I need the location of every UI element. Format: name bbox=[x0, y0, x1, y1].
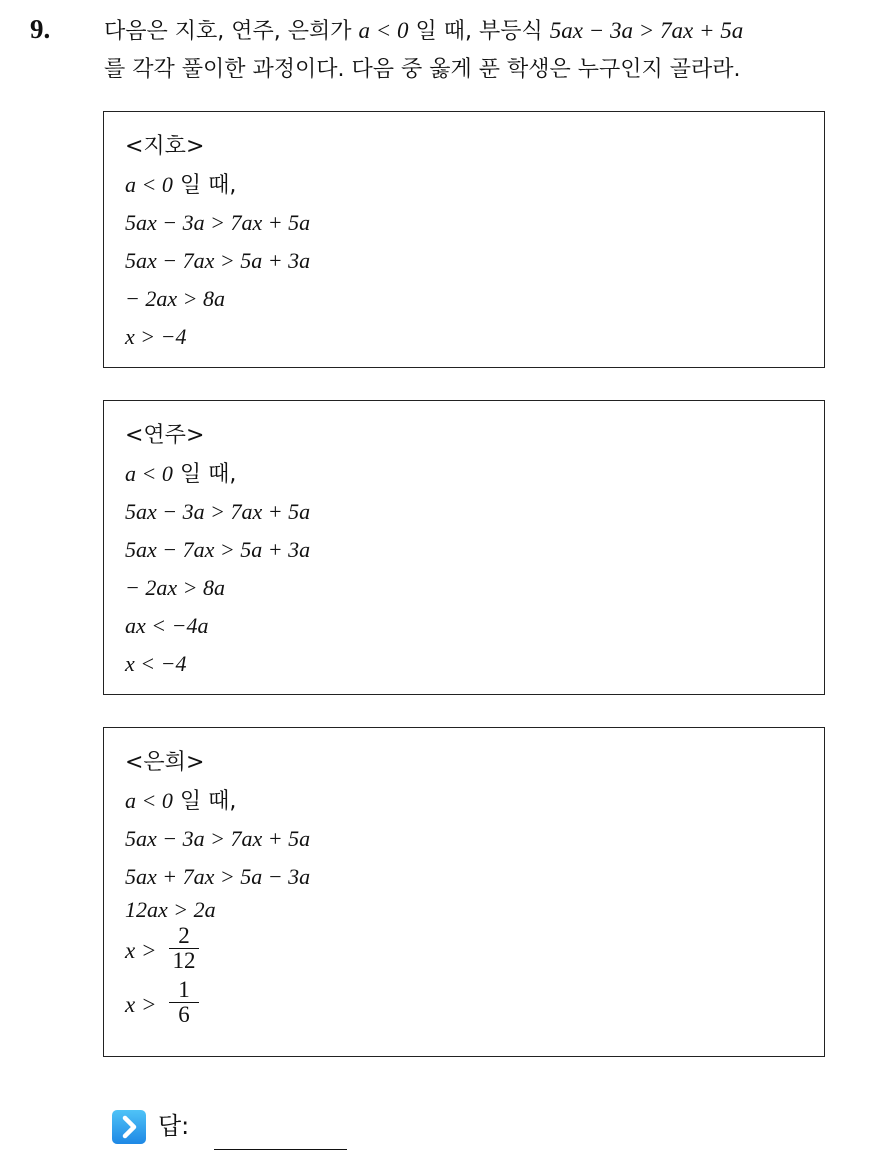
fraction bbox=[169, 924, 199, 973]
step-line: x > −4 bbox=[125, 324, 187, 349]
student-name: <연주> bbox=[125, 423, 205, 448]
step-line: 5ax − 3a > 7ax + 5a bbox=[125, 826, 311, 851]
condition-line bbox=[125, 782, 824, 820]
chevron-right-icon bbox=[112, 1110, 146, 1144]
solution-box-eunhui bbox=[103, 727, 825, 1057]
fraction-denominator: 6 bbox=[178, 1002, 190, 1027]
step-line: 5ax − 3a > 7ax + 5a bbox=[125, 499, 311, 524]
step-line: 12ax > 2a bbox=[125, 897, 216, 922]
fraction-step bbox=[125, 924, 824, 978]
student-name: <은희> bbox=[125, 750, 205, 775]
question-line1-pre: 다음은 지호, 연주, 은희가 bbox=[104, 19, 359, 44]
fraction-denominator: 12 bbox=[172, 948, 196, 973]
step-line: 5ax + 7ax > 5a − 3a bbox=[125, 864, 311, 889]
fraction-numerator: 1 bbox=[169, 978, 199, 1003]
question-number: 9. bbox=[30, 14, 51, 44]
step-line: x < −4 bbox=[125, 651, 187, 676]
condition-math: a < 0 bbox=[125, 788, 173, 813]
fraction-lhs: x > bbox=[125, 938, 157, 963]
step-line: − 2ax > 8a bbox=[125, 575, 225, 600]
step-line: 5ax − 3a > 7ax + 5a bbox=[125, 210, 311, 235]
step-line: 5ax − 7ax > 5a + 3a bbox=[125, 537, 311, 562]
fraction-lhs: x > bbox=[125, 992, 157, 1017]
condition-text: 일 때, bbox=[172, 462, 237, 487]
condition-text: 일 때, bbox=[172, 173, 237, 198]
answer-blank[interactable] bbox=[214, 1149, 347, 1150]
condition-math: a < 0 bbox=[125, 461, 173, 486]
question-inequality: 5ax − 3a > 7ax + 5a bbox=[549, 18, 744, 43]
fraction bbox=[169, 978, 199, 1027]
answer-label: 답: bbox=[158, 1112, 190, 1140]
condition-line bbox=[125, 166, 824, 204]
fraction-step bbox=[125, 978, 824, 1032]
solution-box-jiho bbox=[103, 111, 825, 368]
solution-box-yeonju bbox=[103, 400, 825, 695]
question-line1-mid: 일 때, 부등식 bbox=[408, 19, 550, 44]
question-condition: a < 0 bbox=[358, 18, 409, 43]
condition-math: a < 0 bbox=[125, 172, 173, 197]
student-name: <지호> bbox=[125, 134, 205, 159]
condition-text: 일 때, bbox=[172, 789, 237, 814]
step-line: 5ax − 7ax > 5a + 3a bbox=[125, 248, 311, 273]
question-text bbox=[104, 12, 874, 89]
step-line: ax < −4a bbox=[125, 613, 209, 638]
step-line: − 2ax > 8a bbox=[125, 286, 225, 311]
question-line2: 를 각각 풀이한 과정이다. 다음 중 옳게 푼 학생은 누구인지 골라라. bbox=[104, 57, 741, 82]
condition-line bbox=[125, 455, 824, 493]
fraction-numerator: 2 bbox=[169, 924, 199, 949]
